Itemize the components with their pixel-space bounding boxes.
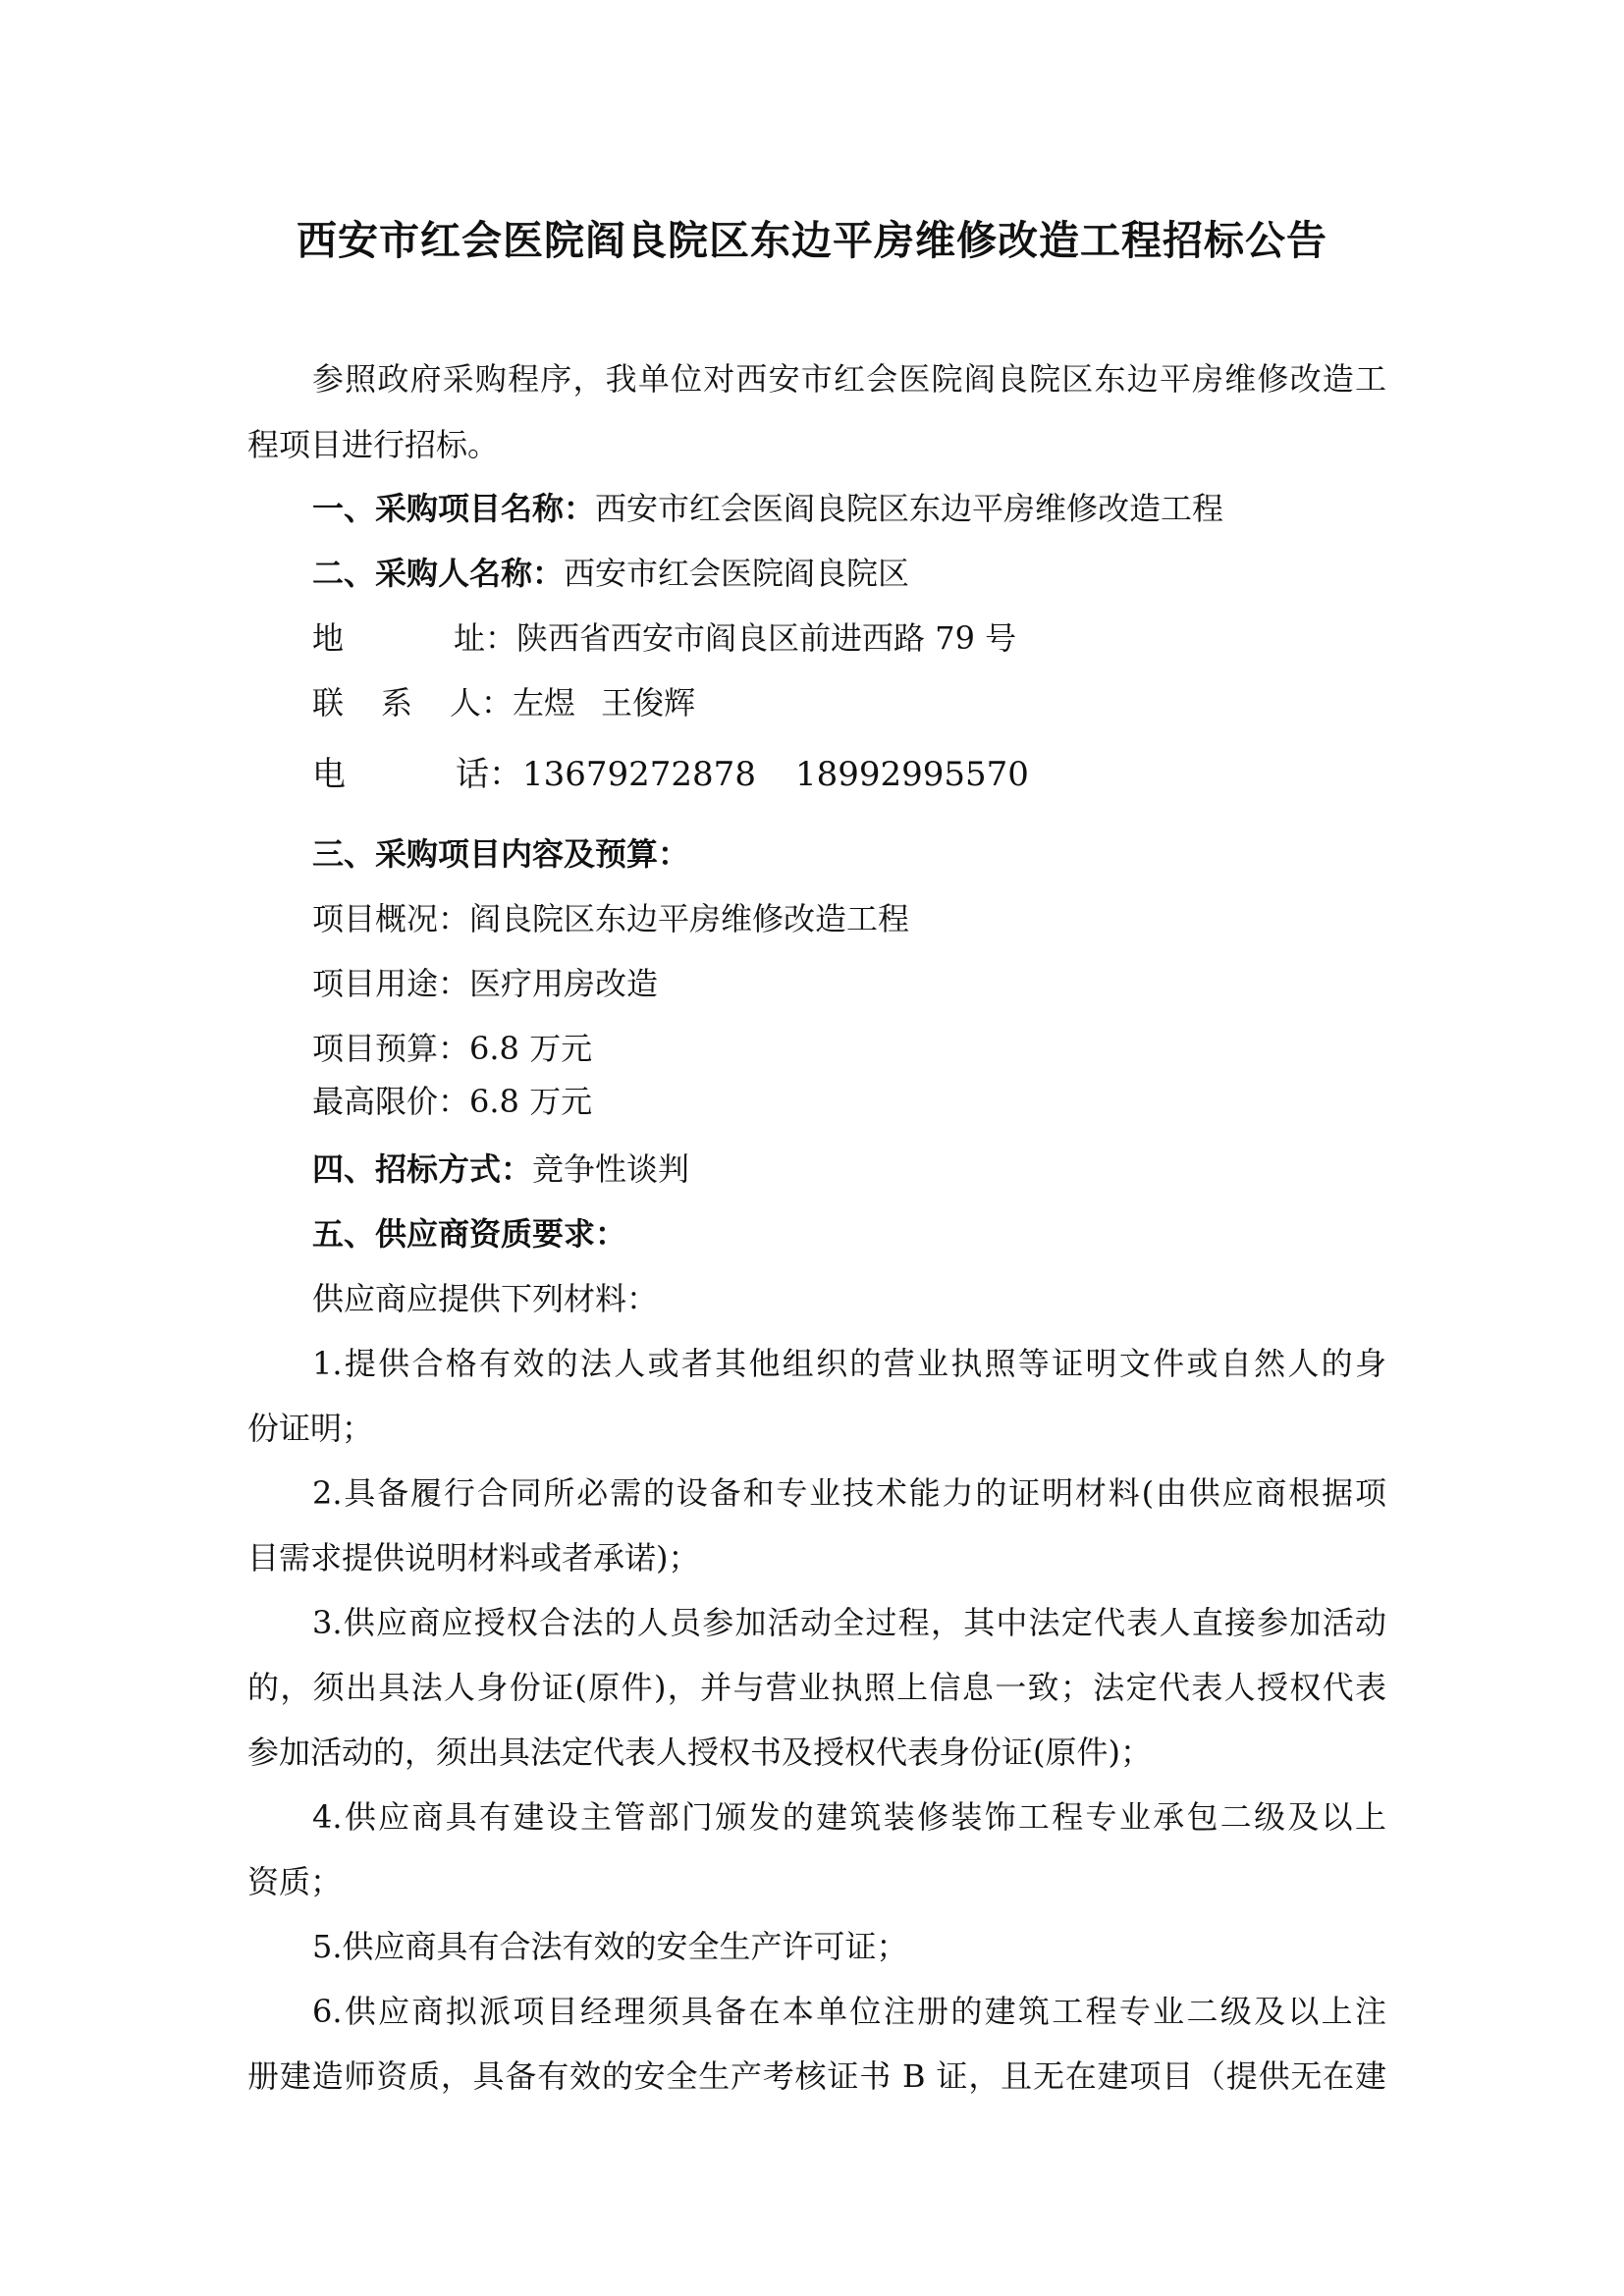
section-1-label: 一、采购项目名称： (312, 490, 596, 527)
section-4 (312, 1149, 689, 1189)
requirement-4-line-2: 资质； (247, 1863, 343, 1900)
project-max-price: 最高限价：6.8 万元 (312, 1083, 593, 1120)
page-title: 西安市红会医院阎良院区东边平房维修改造工程招标公告 (297, 217, 1327, 264)
project-budget: 项目预算：6.8 万元 (312, 1030, 593, 1067)
project-purpose: 项目用途：医疗用房改造 (312, 965, 659, 1002)
phone-1: 13679272878 (522, 755, 756, 794)
intro-line-2: 程项目进行招标。 (247, 426, 500, 463)
requirement-3-line-3: 参加活动的，须出具法定代表人授权书及授权代表身份证(原件)； (247, 1734, 1152, 1771)
phone-row: 电 话：13679272878 18992995570 (312, 755, 1029, 794)
section-4-value: 竞争性谈判 (532, 1150, 690, 1188)
section-4-label: 四、招标方式： (312, 1150, 533, 1188)
requirement-1-line-1: 1.提供合格有效的法人或者其他组织的营业执照等证明文件或自然人的身 (312, 1345, 1386, 1382)
contact-name-1: 左煜 (513, 684, 576, 721)
section-1 (312, 489, 1223, 528)
requirement-4-line-1: 4.供应商具有建设主管部门颁发的建筑装修装饰工程专业承包二级及以上 (312, 1798, 1386, 1836)
section-3-label: 三、采购项目内容及预算： (312, 835, 690, 873)
project-overview: 项目概况：阎良院区东边平房维修改造工程 (312, 900, 910, 937)
phone-2: 18992995570 (794, 755, 1029, 794)
contact-name-2: 王俊辉 (601, 684, 696, 721)
address-value: 陕西省西安市阎良区前进西路 79 号 (516, 619, 1017, 657)
requirement-2-line-2: 目需求提供说明材料或者承诺)； (247, 1539, 700, 1576)
section-2-label: 二、采购人名称： (312, 555, 565, 592)
requirement-6-line-1: 6.供应商拟派项目经理须具备在本单位注册的建筑工程专业二级及以上注 (312, 1993, 1386, 2030)
section-2 (312, 554, 909, 593)
section-1-value: 西安市红会医阎良院区东边平房维修改造工程 (595, 490, 1224, 527)
requirement-1-line-2: 份证明； (247, 1410, 374, 1447)
intro-line-1: 参照政府采购程序，我单位对西安市红会医院阎良院区东边平房维修改造工 (312, 360, 1386, 398)
contact-row: 联 系 人：左煜 王俊辉 (312, 684, 696, 721)
requirement-6-line-2: 册建造师资质，具备有效的安全生产考核证书 B 证，且无在建项目（提供无在建 (247, 2057, 1386, 2095)
address-row: 地 址：陕西省西安市阎良区前进西路 79 号 (312, 619, 1017, 657)
section-2-value: 西安市红会医院阎良院区 (564, 555, 910, 592)
requirement-3-line-2: 的，须出具法人身份证(原件)，并与营业执照上信息一致；法定代表人授权代表 (247, 1669, 1386, 1706)
section-5-label: 五、供应商资质要求： (312, 1215, 627, 1253)
requirement-3-line-1: 3.供应商应授权合法的人员参加活动全过程，其中法定代表人直接参加活动 (312, 1604, 1386, 1641)
requirement-5: 5.供应商具有合法有效的安全生产许可证； (312, 1928, 908, 1965)
requirement-2-line-1: 2.具备履行合同所必需的设备和专业技术能力的证明材料(由供应商根据项 (312, 1474, 1386, 1512)
supplier-intro: 供应商应提供下列材料： (312, 1280, 659, 1317)
